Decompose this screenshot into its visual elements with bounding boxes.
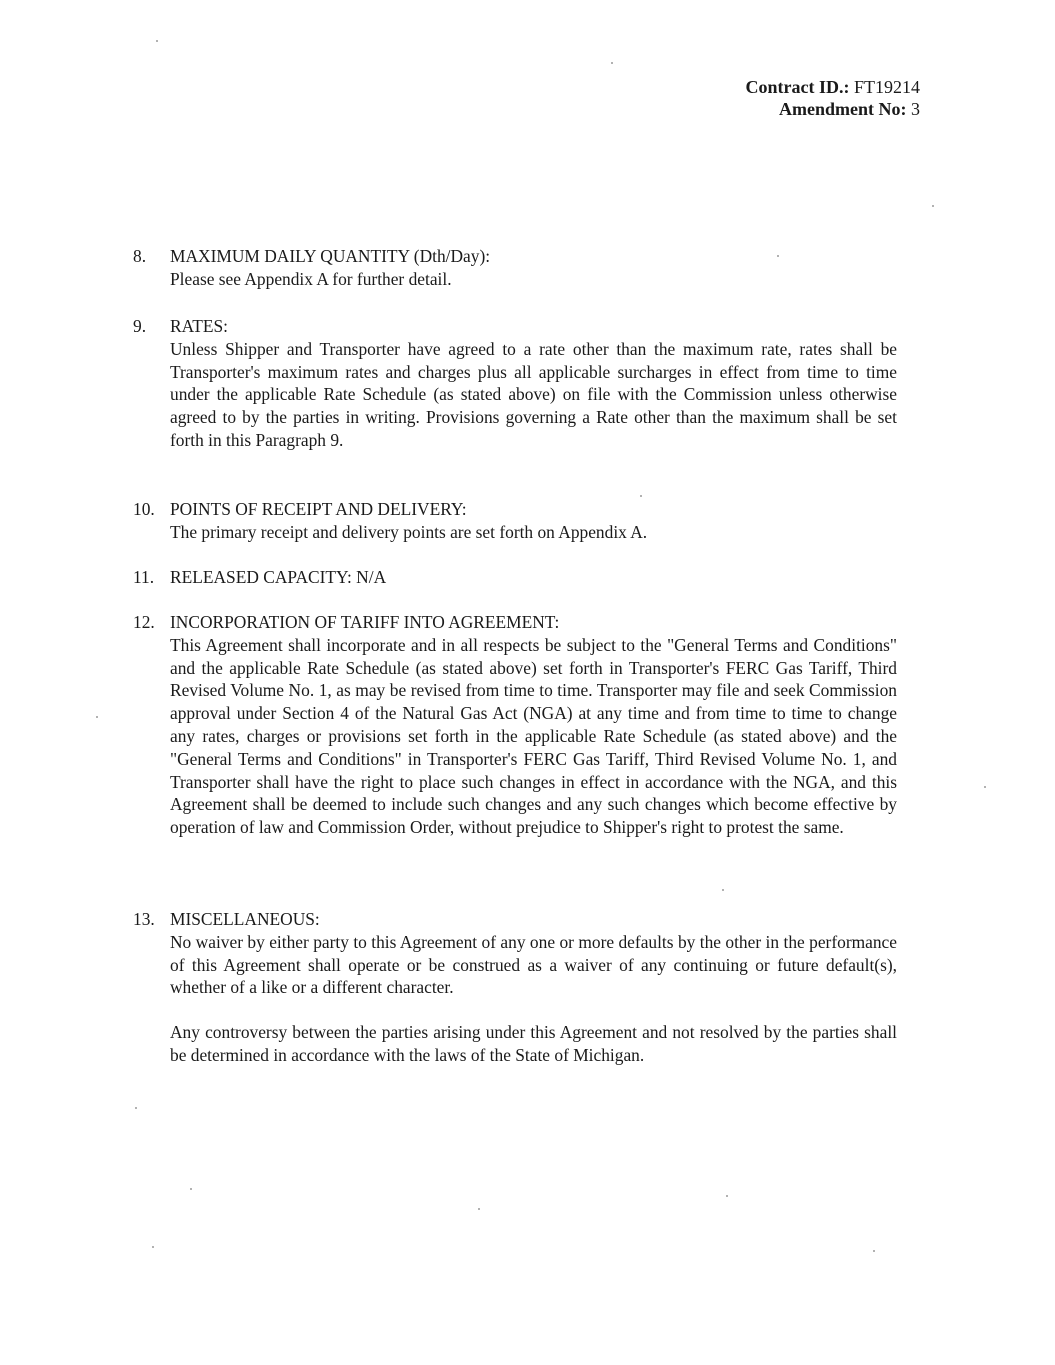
section-8 (133, 245, 897, 291)
section-number: 12. (133, 612, 155, 632)
amendment-label: Amendment No: (779, 99, 907, 119)
section-12 (133, 611, 897, 839)
section-number: 9. (133, 316, 147, 336)
section-body: No waiver by either party to this Agreement of any one or more defaults by the other in the performance of this Agreement shall operate or be construed as a waiver of any continuing or future default(s), whether of a like or a different character. (170, 931, 897, 998)
scan-speck (932, 205, 934, 207)
section-title: INCORPORATION OF TARIFF INTO AGREEMENT: (170, 612, 560, 632)
section-body: Please see Appendix A for further detail. (170, 268, 452, 289)
contract-id-label: Contract ID.: (745, 77, 850, 97)
contract-header (746, 76, 921, 120)
section-9 (133, 315, 897, 452)
scan-speck (611, 62, 613, 64)
section-body: Unless Shipper and Transporter have agreed to a rate other than the maximum rate, rates shall be Transporter's maximum rates and charges plus all applicable surcharges in effect from time to time under the applicable Rate Schedule (as stated above) on file with the Commission unless otherwise agreed to by the parties in writing. Provisions governing a Rate other than the maximum shall be set forth in this Paragraph 9. (170, 338, 897, 450)
section-body-paragraph-2: Any controversy between the parties arising under this Agreement and not resolved by the parties shall be determined in accordance with the laws of the State of Michigan. (170, 1022, 897, 1065)
section-title: MAXIMUM DAILY QUANTITY (Dth/Day): (170, 246, 491, 266)
section-title: RELEASED CAPACITY: N/A (170, 567, 387, 587)
section-body: The primary receipt and delivery points are set forth on Appendix A. (170, 521, 648, 542)
section-10 (133, 498, 897, 544)
scan-speck (96, 716, 98, 718)
scan-speck (135, 1107, 137, 1109)
scan-speck (478, 1208, 480, 1210)
scan-speck (873, 1250, 875, 1252)
contract-id-line (746, 76, 921, 98)
scan-speck (152, 1246, 154, 1248)
section-number: 11. (133, 567, 155, 587)
scan-speck (984, 786, 986, 788)
scan-speck (726, 1195, 728, 1197)
contract-id-value: FT19214 (853, 77, 920, 97)
scan-speck (640, 495, 642, 497)
section-number: 10. (133, 499, 155, 519)
scan-speck (190, 1188, 192, 1190)
section-title: MISCELLANEOUS: (170, 909, 320, 929)
scan-speck (722, 889, 724, 891)
amendment-line (746, 98, 921, 120)
scan-speck (156, 40, 158, 42)
section-title: RATES: (170, 316, 228, 336)
section-body: This Agreement shall incorporate and in all respects be subject to the "General Terms and Conditions" and the applicable Rate Schedule (as stated above) set forth in Transporter's FERC Gas Tariff, Third Revised Volume No. 1, as may be revised from time to time. Transporter may file and seek Commission approval under Section 4 of the Natural Gas Act (NGA) at any time and from time to time to change any rates, charges or provisions set forth in the applicable Rate Schedule (as stated above) and the "General Terms and Conditions" in Transporter's FERC Gas Tariff, Third Revised Volume No. 1, and Transporter shall have the right to place such changes in effect in accordance with the NGA, and this Agreement shall be deemed to include such changes and any such changes which become effective by operation of law and Commission Order, without prejudice to Shipper's right to protest the same. (170, 634, 897, 838)
section-number: 8. (133, 246, 147, 266)
section-title: POINTS OF RECEIPT AND DELIVERY: (170, 499, 467, 519)
amendment-value: 3 (911, 99, 920, 119)
scan-speck (777, 255, 779, 257)
section-number: 13. (133, 909, 155, 929)
section-11 (133, 566, 897, 589)
section-13 (133, 908, 897, 1067)
